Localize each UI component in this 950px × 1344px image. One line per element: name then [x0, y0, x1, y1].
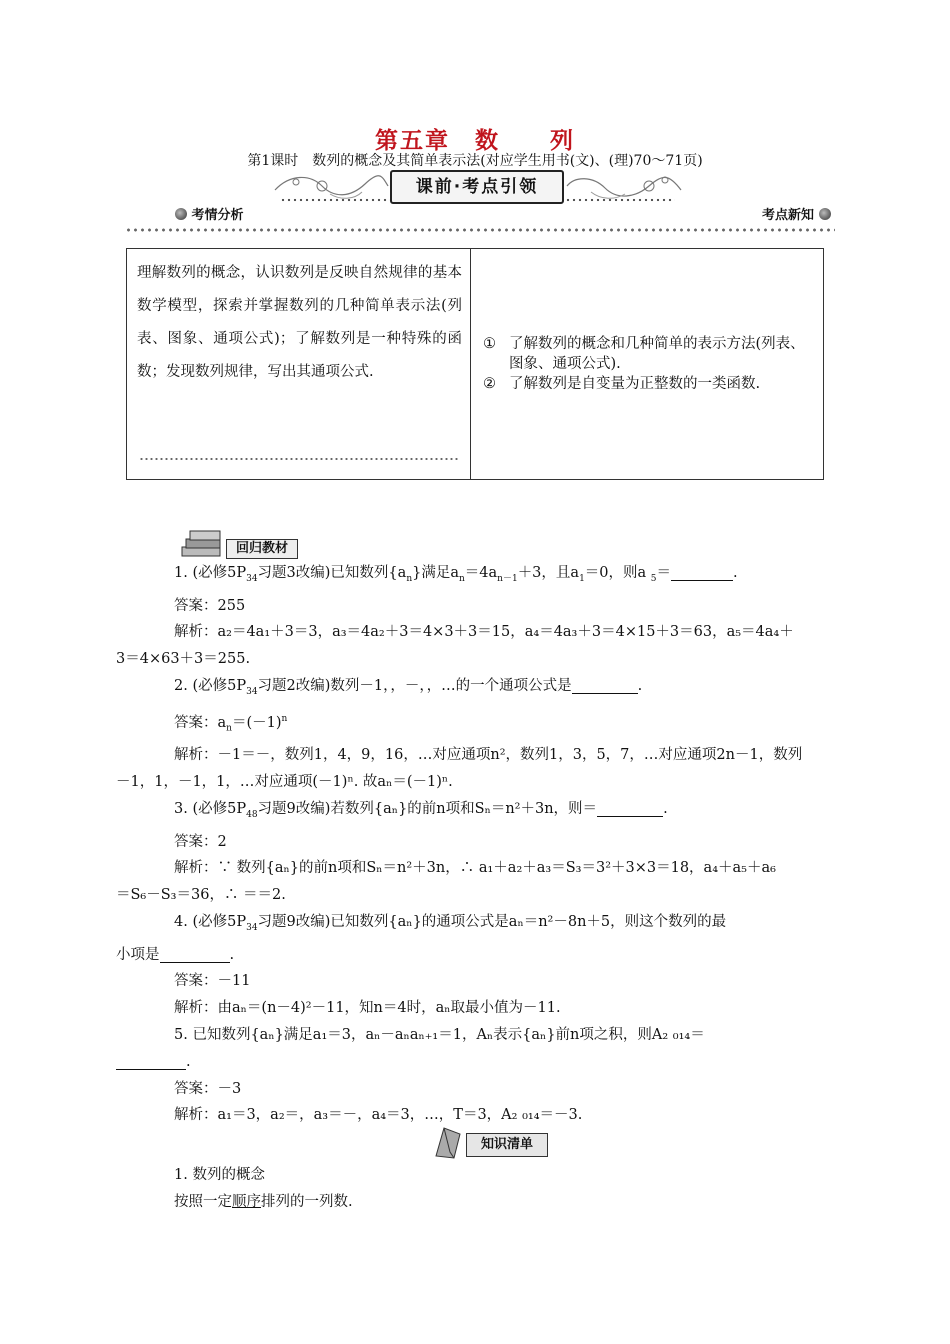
question-2: 2. (必修$5P_{34}$习题2改编)数列－1，，－，，…的一个通项公式是 .: [174, 678, 643, 697]
chapter-title: 第五章 数 列: [375, 127, 575, 154]
answer-5: 答案：－3: [174, 1080, 242, 1097]
objective-item: ② 了解数列是自变量为正整数的一类函数.: [483, 376, 761, 392]
section-badge-knowledge: 知识清单: [430, 1124, 554, 1160]
answer-blank: [597, 800, 663, 817]
question-4-cont: 小项是 .: [116, 946, 235, 963]
objective-item: ① 了解数列的概念和几种简单的表示方法(列表、图象、通项公式).: [483, 336, 805, 372]
knowledge-item-title: 1. 数列的概念: [174, 1167, 265, 1183]
question-1: 1. (必修$5P_{34}$习题3改编)已知数列$\{a_n\}$满足$a_n=4a_{n-1}+3$，且$a_1=0$，则a $_5$＝ .: [174, 565, 738, 584]
bullet-icon: [175, 208, 187, 220]
analysis-cell: [127, 249, 471, 480]
solution-1: 解析：a₂＝4a₁＋3＝3，a₃＝4a₂＋3＝4×3＋3＝15，a₄＝4a₃＋3＝4×15＋3＝63，a₅＝4a₄＋: [174, 624, 794, 641]
exercise-section: [116, 560, 810, 1129]
question-4: 4. (必修$5P_{34}$习题9改编)已知数列{aₙ}的通项公式是aₙ＝n²－8n＋5，则这个数列的最: [174, 913, 727, 933]
banner: [260, 168, 690, 208]
question-5: 5. 已知数列{aₙ}满足a₁＝3，aₙ－aₙaₙ₊₁＝1，Aₙ表示{aₙ}前n项之积，则A₂ ₀₁₄＝: [174, 1027, 705, 1044]
book-open-icon: [430, 1124, 470, 1160]
right-label: 考点新知: [762, 204, 831, 223]
answer-blank: [160, 946, 230, 963]
answer-3: 答案：2: [174, 833, 227, 850]
solution-3-cont: ＝S₆－S₃＝36，∴ ＝＝2.: [116, 887, 286, 904]
answer-1: 答案：255: [174, 597, 246, 614]
analysis-text: 理解数列的概念，认识数列是反映自然规律的基本数学模型，探索并掌握数列的几种简单表示法(列表、图象、通项公式)；了解数列是一种特殊的函数；发现数列规律，写出其通项公式.: [137, 265, 462, 380]
answer-blank: [671, 564, 733, 581]
banner-title: 课前·考点引领: [390, 170, 564, 204]
solution-2: 解析：－1＝－，数列1，4，9，16，…对应通项n²，数列1，3，5，7，…对应通项2n－1，数列: [174, 747, 803, 764]
dotted-divider: [139, 457, 458, 461]
right-dots: [565, 198, 675, 202]
solution-3: 解析：∵ 数列{aₙ}的前n项和Sₙ＝n²＋3n，∴ a₁＋a₂＋a₃＝S₃＝3²＋3×3＝18，a₄＋a₅＋a₆: [174, 860, 776, 877]
objectives-cell: [471, 249, 824, 480]
solution-1-cont: 3＝4×63＋3＝255.: [116, 651, 251, 668]
answer-4: 答案：－11: [174, 973, 251, 990]
left-dots: [280, 198, 390, 202]
answer-blank: [116, 1053, 186, 1070]
objectives-table: [126, 248, 824, 480]
books-icon: [178, 529, 226, 559]
bullet-icon: [819, 208, 831, 220]
answer-2: 答案：$a_n=(-1)^n$: [174, 713, 288, 734]
solution-4: 解析：由aₙ＝(n－4)²－11，知n＝4时，aₙ取最小值为－11.: [174, 1000, 561, 1017]
lesson-title: 第1课时 数列的概念及其简单表示法(对应学生用书(文)、(理)70～71页): [247, 153, 703, 169]
star-divider: [125, 226, 835, 234]
section-badge-review: 回归教材: [178, 529, 302, 559]
solution-2-cont: －1，1，－1，1，…对应通项(－1)ⁿ. 故aₙ＝(－1)ⁿ.: [116, 774, 453, 791]
knowledge-definition: 按照一定顺序排列的一列数.: [174, 1194, 353, 1210]
keyword: 顺序: [232, 1194, 261, 1210]
answer-blank: [572, 677, 638, 694]
question-3: 3. (必修$5P_{48}$习题9改编)若数列{aₙ}的前n项和Sₙ＝n²＋3n，则＝ .: [174, 800, 668, 820]
knowledge-section: [142, 1162, 810, 1216]
left-label: 考情分析: [175, 204, 244, 223]
solution-5: 解析：a₁＝3，a₂＝，a₃＝－，a₄＝3，…，T＝3，A₂ ₀₁₄＝－3.: [174, 1107, 583, 1124]
question-5-cont: .: [116, 1049, 810, 1076]
